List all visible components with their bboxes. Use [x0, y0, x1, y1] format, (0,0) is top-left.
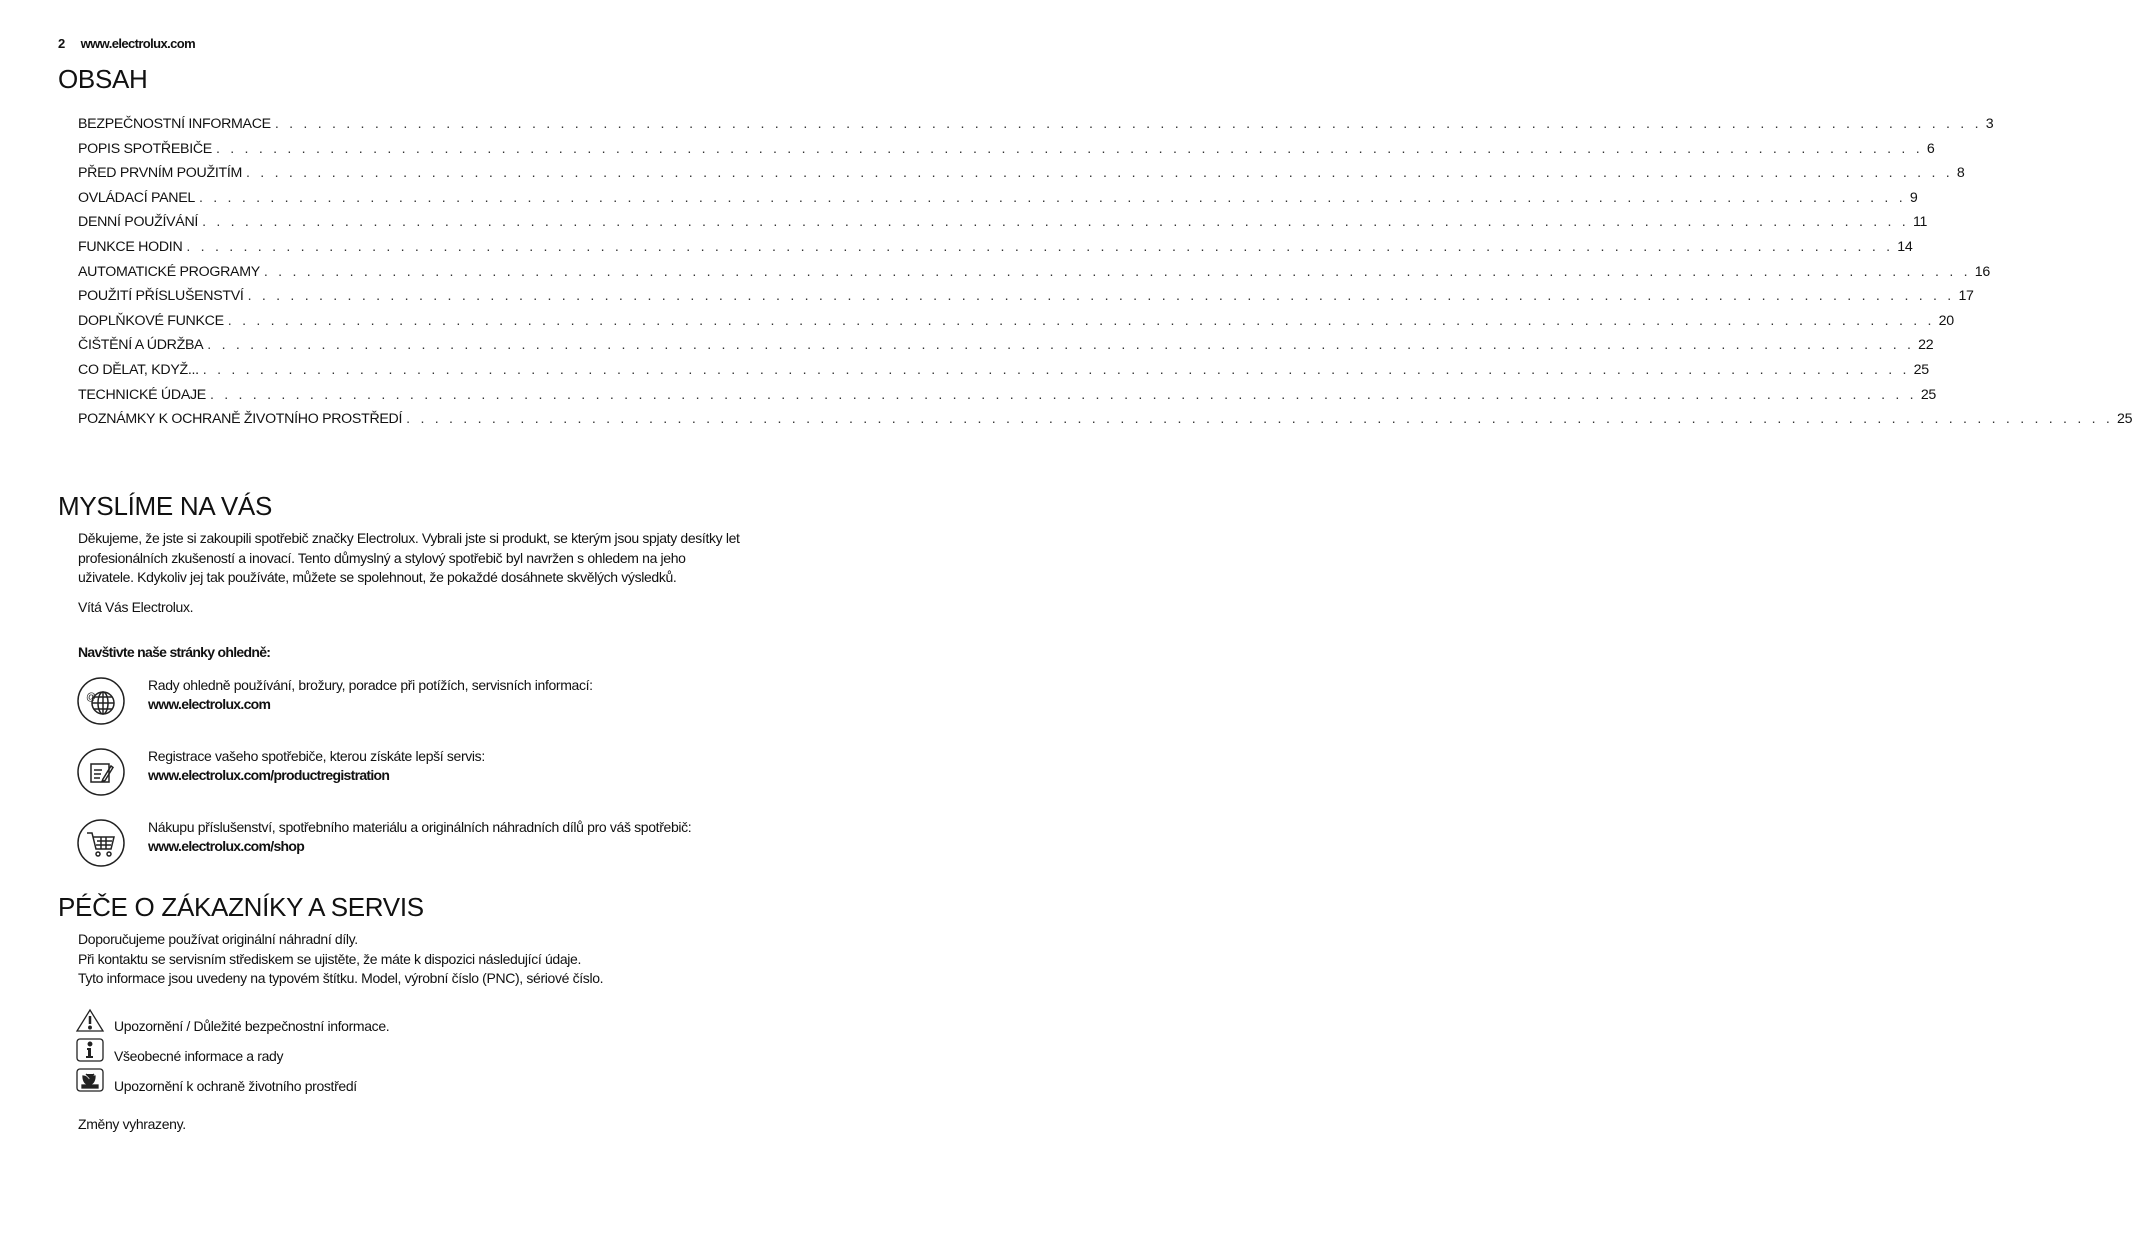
toc-item-label: DOPLŇKOVÉ FUNKCE	[78, 312, 224, 329]
header-url[interactable]: www.electrolux.com	[80, 36, 196, 51]
symbol-text: Všeobecné informace a rady	[114, 1048, 284, 1064]
link-description: Registrace vašeho spotřebiče, kterou získáte lepší servis:	[148, 748, 485, 764]
toc-item-label: CO DĚLAT, KDYŽ...	[78, 361, 199, 378]
toc-item[interactable]	[78, 165, 1965, 190]
toc-item[interactable]	[78, 386, 1937, 412]
toc-item-label: OVLÁDACÍ PANEL	[78, 189, 195, 206]
leader-dots: . . . . . . . . . . . . . . . . . . . . . . . . . . . . . . . . . . . . . . . . . . . . . . . . . . . . . . . . . . . . . . . . . . . . . . . . . . . . . . . . . . . . . . . . . . . . . . . . . . . . . . . . . . . . . . . . . . . . . . . .	[202, 361, 1910, 378]
toc-item[interactable]	[78, 263, 1990, 289]
toc-item-label: POUŽITÍ PŘÍSLUŠENSTVÍ	[78, 288, 244, 305]
leader-dots: . . . . . . . . . . . . . . . . . . . . . . . . . . . . . . . . . . . . . . . . . . . . . . . . . . . . . . . . . . . . . . . . . . . . . . . . . . . . . . . . . . . . . . . . . . . . . . . . . . . . . . . . . . . . . . . . . . . . . . . .	[207, 337, 1915, 354]
toc-item[interactable]	[78, 189, 1918, 215]
leader-dots: . . . . . . . . . . . . . . . . . . . . . . . . . . . . . . . . . . . . . . . . . . . . . . . . . . . . . . . . . . . . . . . . . . . . . . . . . . . . . . . . . . . . . . . . . . . . . . . . . . . . . . . . . . . . . . . . . . . . . . . .	[209, 386, 1917, 403]
table-of-contents	[78, 116, 2132, 436]
toc-item-label: TECHNICKÉ ÚDAJE	[78, 386, 206, 403]
toc-item-page: 8	[1956, 165, 1965, 182]
leader-dots: . . . . . . . . . . . . . . . . . . . . . . . . . . . . . . . . . . . . . . . . . . . . . . . . . . . . . . . . . . . . . . . . . . . . . . . . . . . . . . . . . . . . . . . . . . . . . . . . . . . . . . . . . . . . . . . . . . . . . . . .	[202, 214, 1909, 231]
page-header	[58, 36, 195, 51]
globe-icon	[77, 677, 125, 725]
toc-item[interactable]	[78, 312, 1954, 338]
link-item	[148, 676, 593, 714]
info-icon	[76, 1038, 104, 1062]
intro-paragraph	[78, 529, 838, 588]
svg-text:@: @	[86, 692, 97, 703]
page-number: 2	[58, 36, 65, 51]
link-url[interactable]: www.electrolux.com	[148, 696, 271, 712]
toc-item-label: DENNÍ POUŽÍVÁNÍ	[78, 214, 199, 231]
link-item	[148, 818, 691, 856]
toc-item-label: FUNKCE HODIN	[78, 238, 183, 255]
leader-dots: . . . . . . . . . . . . . . . . . . . . . . . . . . . . . . . . . . . . . . . . . . . . . . . . . . . . . . . . . . . . . . . . . . . . . . . . . . . . . . . . . . . . . . . . . . . . . . . . . . . . . . . . . . . . . . . . . . . . . . . .	[274, 116, 1982, 132]
toc-item-page: 20	[1938, 312, 1954, 329]
toc-item-page: 16	[1974, 263, 1990, 280]
visit-heading: Navštivte naše stránky ohledně:	[78, 644, 271, 660]
leader-dots: . . . . . . . . . . . . . . . . . . . . . . . . . . . . . . . . . . . . . . . . . . . . . . . . . . . . . . . . . . . . . . . . . . . . . . . . . . . . . . . . . . . . . . . . . . . . . . . . . . . . . . . . . . . . . . . . . . . . . . . .	[246, 165, 1953, 182]
toc-item-label: BEZPEČNOSTNÍ INFORMACE	[78, 116, 271, 132]
changes-reserved: Změny vyhrazeny.	[78, 1116, 186, 1132]
text-line: Doporučujeme používat originální náhradní díly.	[78, 931, 358, 947]
symbol-text: Upozornění / Důležité bezpečnostní informace.	[114, 1018, 390, 1034]
toc-item-page: 17	[1958, 288, 1974, 305]
toc-item-page: 22	[1918, 337, 1934, 354]
toc-item[interactable]	[78, 140, 1935, 166]
leader-dots: . . . . . . . . . . . . . . . . . . . . . . . . . . . . . . . . . . . . . . . . . . . . . . . . . . . . . . . . . . . . . . . . . . . . . . . . . . . . . . . . . . . . . . . . . . . . . . . . . . . . . . . . . . . . . . . . . . . . . . . .	[406, 411, 2114, 428]
toc-item[interactable]	[78, 337, 1934, 362]
link-url[interactable]: www.electrolux.com/shop	[148, 838, 305, 854]
toc-item[interactable]	[78, 238, 1913, 264]
environment-icon	[76, 1068, 104, 1092]
link-description: Nákupu příslušenství, spotřebního materiálu a originálních náhradních dílů pro váš spotřebič:	[148, 819, 692, 835]
text-line: profesionálních zkušeností a inovací. Tento důmyslný a stylový spotřebič byl navržen s ohledem na jeho	[78, 549, 686, 566]
welcome-text: Vítá Vás Electrolux.	[78, 599, 194, 615]
toc-item-page: 25	[1913, 361, 1929, 378]
cart-icon	[77, 819, 125, 867]
section-title-care: PÉČE O ZÁKAZNÍKY A SERVIS	[58, 892, 424, 922]
care-paragraph	[78, 930, 838, 989]
toc-title: OBSAH	[58, 64, 148, 94]
leader-dots: . . . . . . . . . . . . . . . . . . . . . . . . . . . . . . . . . . . . . . . . . . . . . . . . . . . . . . . . . . . . . . . . . . . . . . . . . . . . . . . . . . . . . . . . . . . . . . . . . . . . . . . . . . . . . . . . . . . . . . . .	[186, 238, 1894, 255]
toc-item-label: AUTOMATICKÉ PROGRAMY	[78, 263, 260, 280]
leader-dots: . . . . . . . . . . . . . . . . . . . . . . . . . . . . . . . . . . . . . . . . . . . . . . . . . . . . . . . . . . . . . . . . . . . . . . . . . . . . . . . . . . . . . . . . . . . . . . . . . . . . . . . . . . . . . . . . . . . . . . . .	[263, 263, 1971, 280]
warning-icon	[76, 1008, 104, 1032]
link-item	[148, 747, 485, 785]
text-line: Tyto informace jsou uvedeny na typovém štítku. Model, výrobní číslo (PNC), sériové číslo.	[78, 970, 604, 986]
toc-item[interactable]	[78, 288, 1974, 313]
toc-item-page: 3	[1985, 116, 1994, 132]
toc-item-label: POPIS SPOTŘEBIČE	[78, 140, 212, 157]
toc-item-page: 11	[1912, 214, 1928, 231]
leader-dots: . . . . . . . . . . . . . . . . . . . . . . . . . . . . . . . . . . . . . . . . . . . . . . . . . . . . . . . . . . . . . . . . . . . . . . . . . . . . . . . . . . . . . . . . . . . . . . . . . . . . . . . . . . . . . . . . . . . . . . . .	[227, 312, 1935, 329]
text-line: uživatele. Kdykoliv jej tak používáte, můžete se spolehnout, že pokaždé dosáhnete skvělých výsledků.	[78, 569, 677, 585]
toc-item[interactable]	[78, 411, 2132, 436]
leader-dots: . . . . . . . . . . . . . . . . . . . . . . . . . . . . . . . . . . . . . . . . . . . . . . . . . . . . . . . . . . . . . . . . . . . . . . . . . . . . . . . . . . . . . . . . . . . . . . . . . . . . . . . . . . . . . . . . . . . . . . . .	[247, 288, 1955, 305]
symbol-text: Upozornění k ochraně životního prostředí	[114, 1078, 357, 1094]
toc-item[interactable]	[78, 116, 1994, 141]
toc-item-page: 6	[1926, 140, 1935, 157]
toc-item[interactable]	[78, 361, 1929, 387]
toc-item[interactable]	[78, 214, 1928, 239]
toc-item-page: 25	[2117, 411, 2132, 428]
section-title-thinking: MYSLÍME NA VÁS	[58, 491, 272, 521]
link-description: Rady ohledně používání, brožury, poradce při potížích, servisních informací:	[148, 677, 593, 693]
text-line: Při kontaktu se servisním střediskem se ujistěte, že máte k dispozici následující údaje.	[78, 950, 581, 967]
registration-icon	[77, 748, 125, 796]
toc-item-label: ČIŠTĚNÍ A ÚDRŽBA	[78, 337, 204, 354]
link-url[interactable]: www.electrolux.com/productregistration	[148, 767, 390, 783]
toc-item-label: POZNÁMKY K OCHRANĚ ŽIVOTNÍHO PROSTŘEDÍ	[78, 411, 403, 428]
toc-item-label: PŘED PRVNÍM POUŽITÍM	[78, 165, 243, 182]
toc-item-page: 25	[1920, 386, 1937, 403]
text-line: Děkujeme, že jste si zakoupili spotřebič značky Electrolux. Vybrali jste si produkt, se kterým jsou spjaty desítky let	[78, 530, 740, 546]
toc-item-page: 14	[1897, 238, 1913, 255]
toc-item-page: 9	[1909, 189, 1918, 206]
leader-dots: . . . . . . . . . . . . . . . . . . . . . . . . . . . . . . . . . . . . . . . . . . . . . . . . . . . . . . . . . . . . . . . . . . . . . . . . . . . . . . . . . . . . . . . . . . . . . . . . . . . . . . . . . . . . . . . . . . . . . . . .	[215, 140, 1923, 157]
leader-dots: . . . . . . . . . . . . . . . . . . . . . . . . . . . . . . . . . . . . . . . . . . . . . . . . . . . . . . . . . . . . . . . . . . . . . . . . . . . . . . . . . . . . . . . . . . . . . . . . . . . . . . . . . . . . . . . . . . . . . . . .	[198, 189, 1906, 206]
